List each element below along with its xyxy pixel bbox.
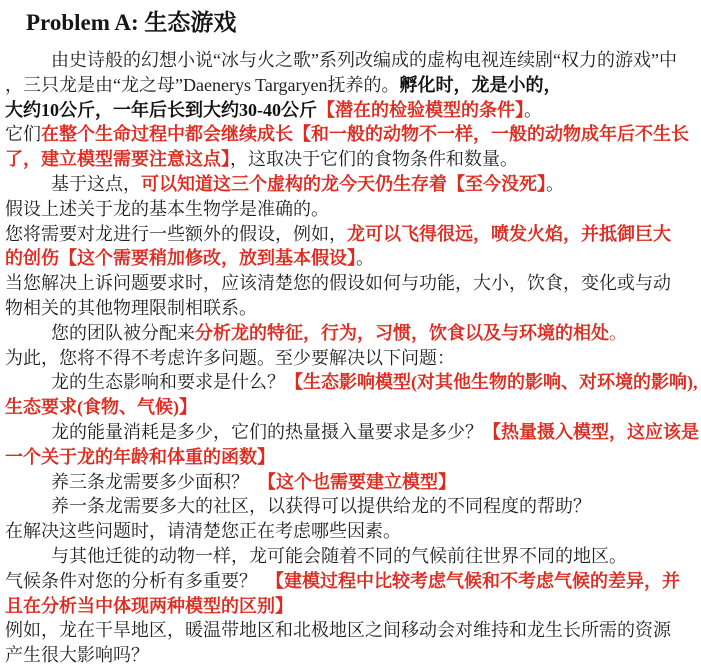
document-body: [0, 48, 701, 666]
text-line: [5, 643, 699, 666]
text-segment: 物相关的其他物理限制相联系。: [5, 297, 257, 318]
text-line: [5, 420, 699, 445]
text-segment: ，三只龙是由“龙之母”Daenerys Targaryen抚养的。: [5, 74, 400, 95]
text-line: [5, 98, 699, 123]
text-segment: 分析龙的特征，行为，习惯，饮食以及与环境的相处: [195, 322, 609, 343]
text-segment: 龙可以飞得很远，喷发火焰，并抵御巨大: [347, 223, 671, 244]
text-segment: 了，建立模型需要注意这点】: [5, 149, 230, 170]
text-segment: 它们: [5, 124, 41, 145]
text-line: [5, 48, 699, 73]
text-line: [5, 222, 699, 247]
text-segment: 的创伤【这个需要稍加修改，放到基本假设】: [5, 248, 356, 269]
text-segment: 。: [546, 173, 564, 194]
text-segment: 您将需要对龙进行一些额外的假设，例如，: [5, 223, 347, 244]
text-segment: 。: [356, 248, 374, 269]
text-line: [5, 271, 699, 296]
text-line: [5, 370, 699, 395]
text-line: [5, 470, 699, 495]
text-segment: 产生很大影响吗？: [5, 645, 149, 666]
text-line: [5, 445, 699, 470]
text-segment: 为此，您将不得不考虑许多问题。至少要解决以下问题：: [5, 347, 455, 368]
text-segment: 由史诗般的幻想小说“冰与火之歌”系列改编成的虚构电视连续剧“权力的游戏”中: [51, 50, 677, 70]
text-segment: 养一条龙需要多大的社区，以获得可以提供给龙的不同程度的帮助？: [51, 496, 591, 517]
text-segment: 假设上述关于龙的基本生物学是准确的。: [5, 198, 329, 219]
text-segment: 一个关于龙的年龄和体重的函数】: [5, 446, 275, 467]
text-segment: ，这取决于它们的食物条件和数量。: [230, 149, 518, 170]
text-line: [5, 147, 699, 172]
text-segment: 【生态影响模型(对其他生物的影响、对环境的影响),: [285, 372, 698, 393]
text-segment: 。: [524, 99, 542, 120]
text-segment: 【这个也需要建立模型】: [267, 471, 456, 492]
text-line: [5, 594, 699, 619]
text-segment: 基于这点，: [51, 173, 141, 194]
text-line: [5, 494, 699, 519]
text-segment: 生态要求(食物、气候)】: [5, 397, 197, 418]
text-segment: 龙的生态影响和要求是什么？: [51, 372, 285, 393]
text-segment: 龙的能量消耗是多少，它们的热量摄入量要求是多少？: [51, 421, 483, 442]
text-line: [5, 197, 699, 222]
text-segment: 可以知道这三个虚构的龙今天仍生存着【至今没死】: [141, 173, 546, 194]
text-segment: 您的团队被分配来: [51, 322, 195, 343]
text-segment: 。: [609, 322, 627, 343]
text-line: [5, 122, 699, 147]
text-line: [5, 544, 699, 569]
text-segment: 在解决这些问题时，请清楚您正在考虑哪些因素。: [5, 521, 401, 542]
text-segment: 孵化时，龙是小的，: [399, 74, 562, 95]
text-segment: 且在分析当中体现两种模型的区别】: [5, 595, 293, 616]
text-segment: 养三条龙需要多少面积？: [51, 471, 267, 492]
page-title: Problem A: 生态游戏: [26, 10, 237, 35]
text-segment: 【热量摄入模型，这应该是: [483, 421, 699, 442]
text-segment: 【潜在的检验模型的条件】: [317, 99, 524, 120]
text-line: [5, 618, 699, 643]
text-line: [5, 346, 699, 371]
text-segment: 【建模过程中比较考虑气候和不考虑气候的差异，并: [275, 570, 680, 591]
text-segment: 气候条件对您的分析有多重要？: [5, 570, 275, 591]
text-line: [5, 172, 699, 197]
text-segment: 大约10公斤，一年后长到大约30-40公斤: [5, 99, 317, 120]
text-segment: 当您解决上诉问题要求时，应该清楚您的假设如何与功能，大小，饮食，变化或与动: [5, 273, 671, 294]
text-line: [5, 73, 699, 98]
text-line: [5, 246, 699, 271]
text-segment: 与其他迁徙的动物一样，龙可能会随着不同的气候前往世界不同的地区。: [51, 545, 627, 566]
text-line: [5, 519, 699, 544]
text-line: [5, 569, 699, 594]
text-line: [5, 321, 699, 346]
text-line: [5, 395, 699, 420]
text-line: [5, 296, 699, 321]
text-segment: 在整个生命过程中都会继续成长【和一般的动物不一样，一般的动物成年后不生长: [41, 124, 689, 145]
text-segment: 例如，龙在干旱地区，暖温带地区和北极地区之间移动会对维持和龙生长所需的资源: [5, 620, 671, 641]
